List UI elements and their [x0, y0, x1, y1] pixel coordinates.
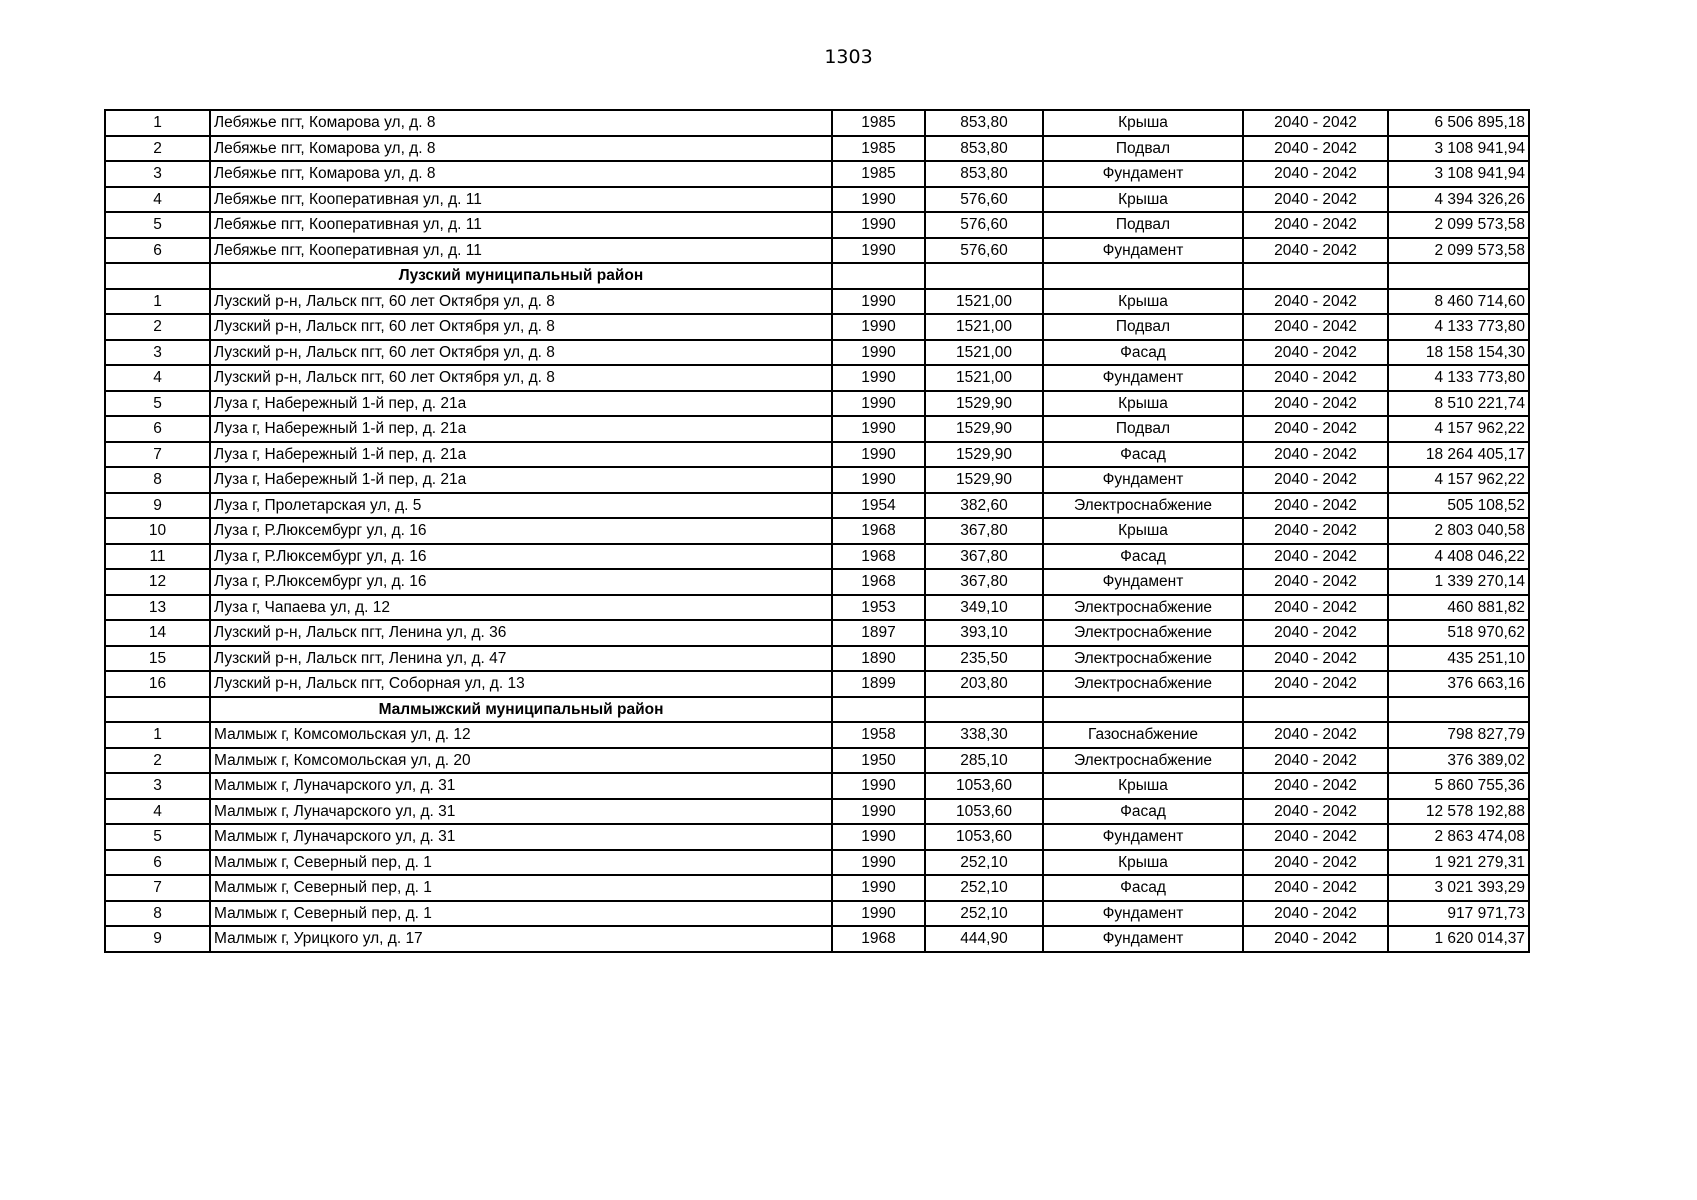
address-cell: Лузский р-н, Лальск пгт, 60 лет Октября ул, д. 8: [210, 340, 832, 366]
section-title: Лузский муниципальный район: [210, 263, 832, 289]
section-header-row: [105, 263, 1529, 289]
work-type-cell: Электроснабжение: [1043, 748, 1243, 774]
cost-cell: 505 108,52: [1388, 493, 1529, 519]
cost-cell: 12 578 192,88: [1388, 799, 1529, 825]
address-cell: Луза г, Набережный 1-й пер, д. 21а: [210, 467, 832, 493]
area-cell: 1529,90: [925, 416, 1043, 442]
work-type-cell: Подвал: [1043, 136, 1243, 162]
period-cell: 2040 - 2042: [1243, 212, 1388, 238]
table-row: [105, 340, 1529, 366]
table-row: [105, 748, 1529, 774]
table-row: [105, 875, 1529, 901]
address-cell: Луза г, Набережный 1-й пер, д. 21а: [210, 442, 832, 468]
work-type-cell: Электроснабжение: [1043, 595, 1243, 621]
period-cell: 2040 - 2042: [1243, 289, 1388, 315]
row-number: 3: [105, 340, 210, 366]
work-type-cell: Электроснабжение: [1043, 671, 1243, 697]
area-cell: 367,80: [925, 518, 1043, 544]
row-number: 9: [105, 926, 210, 952]
row-number: 5: [105, 212, 210, 238]
cost-cell: 376 663,16: [1388, 671, 1529, 697]
work-type-cell: Фасад: [1043, 340, 1243, 366]
row-number: 1: [105, 289, 210, 315]
area-cell: 1529,90: [925, 467, 1043, 493]
address-cell: Лузский р-н, Лальск пгт, Ленина ул, д. 47: [210, 646, 832, 672]
row-number: 5: [105, 391, 210, 417]
empty-cell: [1388, 697, 1529, 723]
period-cell: 2040 - 2042: [1243, 901, 1388, 927]
period-cell: 2040 - 2042: [1243, 391, 1388, 417]
period-cell: 2040 - 2042: [1243, 875, 1388, 901]
area-cell: 252,10: [925, 875, 1043, 901]
period-cell: 2040 - 2042: [1243, 926, 1388, 952]
cost-cell: 2 099 573,58: [1388, 238, 1529, 264]
period-cell: 2040 - 2042: [1243, 467, 1388, 493]
period-cell: 2040 - 2042: [1243, 518, 1388, 544]
year-cell: 1899: [832, 671, 925, 697]
cost-cell: 4 133 773,80: [1388, 314, 1529, 340]
address-cell: Малмыж г, Комсомольская ул, д. 12: [210, 722, 832, 748]
work-type-cell: Фундамент: [1043, 569, 1243, 595]
cost-cell: 1 921 279,31: [1388, 850, 1529, 876]
cost-cell: 1 339 270,14: [1388, 569, 1529, 595]
table-row: [105, 544, 1529, 570]
empty-cell: [925, 263, 1043, 289]
empty-cell: [1388, 263, 1529, 289]
table-row: [105, 646, 1529, 672]
row-number: 12: [105, 569, 210, 595]
work-type-cell: Газоснабжение: [1043, 722, 1243, 748]
year-cell: 1990: [832, 824, 925, 850]
area-cell: 393,10: [925, 620, 1043, 646]
work-type-cell: Электроснабжение: [1043, 493, 1243, 519]
area-cell: 1529,90: [925, 442, 1043, 468]
address-cell: Луза г, Р.Люксембург ул, д. 16: [210, 569, 832, 595]
cost-cell: 18 264 405,17: [1388, 442, 1529, 468]
area-cell: 853,80: [925, 110, 1043, 136]
area-cell: 1053,60: [925, 799, 1043, 825]
address-cell: Лузский р-н, Лальск пгт, 60 лет Октября ул, д. 8: [210, 365, 832, 391]
cost-cell: 3 108 941,94: [1388, 161, 1529, 187]
cost-cell: 4 157 962,22: [1388, 467, 1529, 493]
empty-cell: [105, 263, 210, 289]
address-cell: Луза г, Р.Люксембург ул, д. 16: [210, 518, 832, 544]
period-cell: 2040 - 2042: [1243, 493, 1388, 519]
year-cell: 1990: [832, 901, 925, 927]
area-cell: 1053,60: [925, 773, 1043, 799]
row-number: 3: [105, 161, 210, 187]
row-number: 8: [105, 467, 210, 493]
work-type-cell: Подвал: [1043, 212, 1243, 238]
table-row: [105, 773, 1529, 799]
table-row: [105, 926, 1529, 952]
table-row: [105, 161, 1529, 187]
cost-cell: 798 827,79: [1388, 722, 1529, 748]
year-cell: 1968: [832, 518, 925, 544]
cost-cell: 4 133 773,80: [1388, 365, 1529, 391]
year-cell: 1990: [832, 799, 925, 825]
address-cell: Малмыж г, Урицкого ул, д. 17: [210, 926, 832, 952]
period-cell: 2040 - 2042: [1243, 161, 1388, 187]
table-row: [105, 110, 1529, 136]
work-type-cell: Фундамент: [1043, 161, 1243, 187]
year-cell: 1990: [832, 289, 925, 315]
year-cell: 1990: [832, 238, 925, 264]
work-type-cell: Подвал: [1043, 416, 1243, 442]
table-row: [105, 493, 1529, 519]
row-number: 13: [105, 595, 210, 621]
period-cell: 2040 - 2042: [1243, 365, 1388, 391]
work-type-cell: Фасад: [1043, 875, 1243, 901]
work-type-cell: Крыша: [1043, 518, 1243, 544]
address-cell: Малмыж г, Комсомольская ул, д. 20: [210, 748, 832, 774]
page-number: 1303: [824, 46, 873, 68]
work-type-cell: Фасад: [1043, 544, 1243, 570]
cost-cell: 6 506 895,18: [1388, 110, 1529, 136]
cost-cell: 2 803 040,58: [1388, 518, 1529, 544]
row-number: 7: [105, 442, 210, 468]
table-row: [105, 518, 1529, 544]
year-cell: 1958: [832, 722, 925, 748]
period-cell: 2040 - 2042: [1243, 187, 1388, 213]
row-number: 7: [105, 875, 210, 901]
address-cell: Луза г, Р.Люксембург ул, д. 16: [210, 544, 832, 570]
section-title: Малмыжский муниципальный район: [210, 697, 832, 723]
work-type-cell: Крыша: [1043, 850, 1243, 876]
table-row: [105, 136, 1529, 162]
table-row: [105, 620, 1529, 646]
row-number: 15: [105, 646, 210, 672]
area-cell: 853,80: [925, 136, 1043, 162]
row-number: 5: [105, 824, 210, 850]
area-cell: 444,90: [925, 926, 1043, 952]
cost-cell: 3 021 393,29: [1388, 875, 1529, 901]
area-cell: 576,60: [925, 187, 1043, 213]
cost-cell: 460 881,82: [1388, 595, 1529, 621]
year-cell: 1990: [832, 850, 925, 876]
cost-cell: 2 099 573,58: [1388, 212, 1529, 238]
year-cell: 1954: [832, 493, 925, 519]
area-cell: 1521,00: [925, 340, 1043, 366]
row-number: 2: [105, 136, 210, 162]
year-cell: 1990: [832, 391, 925, 417]
cost-cell: 8 510 221,74: [1388, 391, 1529, 417]
address-cell: Малмыж г, Луначарского ул, д. 31: [210, 824, 832, 850]
cost-cell: 376 389,02: [1388, 748, 1529, 774]
row-number: 10: [105, 518, 210, 544]
year-cell: 1953: [832, 595, 925, 621]
cost-cell: 518 970,62: [1388, 620, 1529, 646]
area-cell: 853,80: [925, 161, 1043, 187]
empty-cell: [1043, 697, 1243, 723]
work-type-cell: Электроснабжение: [1043, 620, 1243, 646]
table-row: [105, 722, 1529, 748]
work-type-cell: Фундамент: [1043, 824, 1243, 850]
address-cell: Лебяжье пгт, Комарова ул, д. 8: [210, 110, 832, 136]
area-cell: 1053,60: [925, 824, 1043, 850]
empty-cell: [925, 697, 1043, 723]
year-cell: 1990: [832, 212, 925, 238]
row-number: 1: [105, 722, 210, 748]
address-cell: Луза г, Набережный 1-й пер, д. 21а: [210, 416, 832, 442]
area-cell: 1521,00: [925, 365, 1043, 391]
period-cell: 2040 - 2042: [1243, 110, 1388, 136]
area-cell: 1521,00: [925, 289, 1043, 315]
period-cell: 2040 - 2042: [1243, 442, 1388, 468]
cost-cell: 8 460 714,60: [1388, 289, 1529, 315]
area-cell: 367,80: [925, 569, 1043, 595]
period-cell: 2040 - 2042: [1243, 850, 1388, 876]
area-cell: 285,10: [925, 748, 1043, 774]
cost-cell: 4 157 962,22: [1388, 416, 1529, 442]
period-cell: 2040 - 2042: [1243, 620, 1388, 646]
area-cell: 367,80: [925, 544, 1043, 570]
year-cell: 1990: [832, 340, 925, 366]
year-cell: 1990: [832, 875, 925, 901]
table-row: [105, 314, 1529, 340]
period-cell: 2040 - 2042: [1243, 416, 1388, 442]
table-row: [105, 289, 1529, 315]
row-number: 16: [105, 671, 210, 697]
cost-cell: 4 394 326,26: [1388, 187, 1529, 213]
year-cell: 1950: [832, 748, 925, 774]
address-cell: Малмыж г, Северный пер, д. 1: [210, 875, 832, 901]
row-number: 2: [105, 748, 210, 774]
area-cell: 235,50: [925, 646, 1043, 672]
row-number: 8: [105, 901, 210, 927]
year-cell: 1897: [832, 620, 925, 646]
address-cell: Лебяжье пгт, Комарова ул, д. 8: [210, 161, 832, 187]
period-cell: 2040 - 2042: [1243, 569, 1388, 595]
cost-cell: 4 408 046,22: [1388, 544, 1529, 570]
address-cell: Лебяжье пгт, Кооперативная ул, д. 11: [210, 212, 832, 238]
row-number: 11: [105, 544, 210, 570]
work-type-cell: Крыша: [1043, 391, 1243, 417]
work-type-cell: Фундамент: [1043, 926, 1243, 952]
period-cell: 2040 - 2042: [1243, 748, 1388, 774]
work-type-cell: Фундамент: [1043, 365, 1243, 391]
table-row: [105, 212, 1529, 238]
area-cell: 1529,90: [925, 391, 1043, 417]
address-cell: Лузский р-н, Лальск пгт, 60 лет Октября ул, д. 8: [210, 289, 832, 315]
table-body: [105, 110, 1529, 952]
table-row: [105, 442, 1529, 468]
table-row: [105, 850, 1529, 876]
cost-cell: 435 251,10: [1388, 646, 1529, 672]
address-cell: Луза г, Пролетарская ул, д. 5: [210, 493, 832, 519]
period-cell: 2040 - 2042: [1243, 136, 1388, 162]
period-cell: 2040 - 2042: [1243, 773, 1388, 799]
work-type-cell: Фундамент: [1043, 467, 1243, 493]
table-row: [105, 365, 1529, 391]
year-cell: 1985: [832, 110, 925, 136]
address-cell: Лузский р-н, Лальск пгт, Соборная ул, д. 13: [210, 671, 832, 697]
year-cell: 1968: [832, 544, 925, 570]
table-row: [105, 901, 1529, 927]
row-number: 2: [105, 314, 210, 340]
section-header-row: [105, 697, 1529, 723]
work-type-cell: Фундамент: [1043, 901, 1243, 927]
table-row: [105, 824, 1529, 850]
year-cell: 1990: [832, 416, 925, 442]
row-number: 6: [105, 850, 210, 876]
year-cell: 1990: [832, 467, 925, 493]
year-cell: 1968: [832, 569, 925, 595]
address-cell: Малмыж г, Северный пер, д. 1: [210, 901, 832, 927]
table-row: [105, 416, 1529, 442]
area-cell: 338,30: [925, 722, 1043, 748]
area-cell: 576,60: [925, 212, 1043, 238]
period-cell: 2040 - 2042: [1243, 595, 1388, 621]
address-cell: Лебяжье пгт, Кооперативная ул, д. 11: [210, 187, 832, 213]
area-cell: 252,10: [925, 901, 1043, 927]
work-type-cell: Фундамент: [1043, 238, 1243, 264]
address-cell: Лузский р-н, Лальск пгт, 60 лет Октября ул, д. 8: [210, 314, 832, 340]
period-cell: 2040 - 2042: [1243, 340, 1388, 366]
empty-cell: [105, 697, 210, 723]
cost-cell: 3 108 941,94: [1388, 136, 1529, 162]
row-number: 3: [105, 773, 210, 799]
row-number: 6: [105, 238, 210, 264]
cost-cell: 1 620 014,37: [1388, 926, 1529, 952]
work-type-cell: Крыша: [1043, 289, 1243, 315]
address-cell: Малмыж г, Луначарского ул, д. 31: [210, 799, 832, 825]
address-cell: Луза г, Набережный 1-й пер, д. 21а: [210, 391, 832, 417]
period-cell: 2040 - 2042: [1243, 799, 1388, 825]
row-number: 1: [105, 110, 210, 136]
year-cell: 1990: [832, 442, 925, 468]
address-cell: Малмыж г, Северный пер, д. 1: [210, 850, 832, 876]
table-row: [105, 671, 1529, 697]
work-type-cell: Фасад: [1043, 799, 1243, 825]
year-cell: 1985: [832, 136, 925, 162]
row-number: 4: [105, 187, 210, 213]
row-number: 14: [105, 620, 210, 646]
area-cell: 203,80: [925, 671, 1043, 697]
year-cell: 1890: [832, 646, 925, 672]
year-cell: 1990: [832, 773, 925, 799]
table-row: [105, 799, 1529, 825]
period-cell: 2040 - 2042: [1243, 314, 1388, 340]
year-cell: 1990: [832, 365, 925, 391]
address-cell: Малмыж г, Луначарского ул, д. 31: [210, 773, 832, 799]
year-cell: 1968: [832, 926, 925, 952]
row-number: 6: [105, 416, 210, 442]
address-cell: Лебяжье пгт, Кооперативная ул, д. 11: [210, 238, 832, 264]
repair-schedule-table: [104, 109, 1530, 953]
work-type-cell: Фасад: [1043, 442, 1243, 468]
empty-cell: [1243, 263, 1388, 289]
area-cell: 1521,00: [925, 314, 1043, 340]
work-type-cell: Электроснабжение: [1043, 646, 1243, 672]
year-cell: 1990: [832, 187, 925, 213]
table-row: [105, 569, 1529, 595]
work-type-cell: Крыша: [1043, 187, 1243, 213]
table-row: [105, 467, 1529, 493]
period-cell: 2040 - 2042: [1243, 238, 1388, 264]
table-row: [105, 595, 1529, 621]
empty-cell: [1243, 697, 1388, 723]
cost-cell: 18 158 154,30: [1388, 340, 1529, 366]
cost-cell: 2 863 474,08: [1388, 824, 1529, 850]
work-type-cell: Крыша: [1043, 773, 1243, 799]
empty-cell: [832, 263, 925, 289]
area-cell: 349,10: [925, 595, 1043, 621]
area-cell: 382,60: [925, 493, 1043, 519]
row-number: 9: [105, 493, 210, 519]
table-row: [105, 238, 1529, 264]
cost-cell: 5 860 755,36: [1388, 773, 1529, 799]
period-cell: 2040 - 2042: [1243, 671, 1388, 697]
address-cell: Лузский р-н, Лальск пгт, Ленина ул, д. 36: [210, 620, 832, 646]
year-cell: 1990: [832, 314, 925, 340]
row-number: 4: [105, 799, 210, 825]
work-type-cell: Крыша: [1043, 110, 1243, 136]
work-type-cell: Подвал: [1043, 314, 1243, 340]
empty-cell: [832, 697, 925, 723]
period-cell: 2040 - 2042: [1243, 544, 1388, 570]
cost-cell: 917 971,73: [1388, 901, 1529, 927]
period-cell: 2040 - 2042: [1243, 824, 1388, 850]
address-cell: Луза г, Чапаева ул, д. 12: [210, 595, 832, 621]
period-cell: 2040 - 2042: [1243, 722, 1388, 748]
year-cell: 1985: [832, 161, 925, 187]
table-row: [105, 187, 1529, 213]
area-cell: 252,10: [925, 850, 1043, 876]
empty-cell: [1043, 263, 1243, 289]
table-row: [105, 391, 1529, 417]
address-cell: Лебяжье пгт, Комарова ул, д. 8: [210, 136, 832, 162]
period-cell: 2040 - 2042: [1243, 646, 1388, 672]
row-number: 4: [105, 365, 210, 391]
area-cell: 576,60: [925, 238, 1043, 264]
